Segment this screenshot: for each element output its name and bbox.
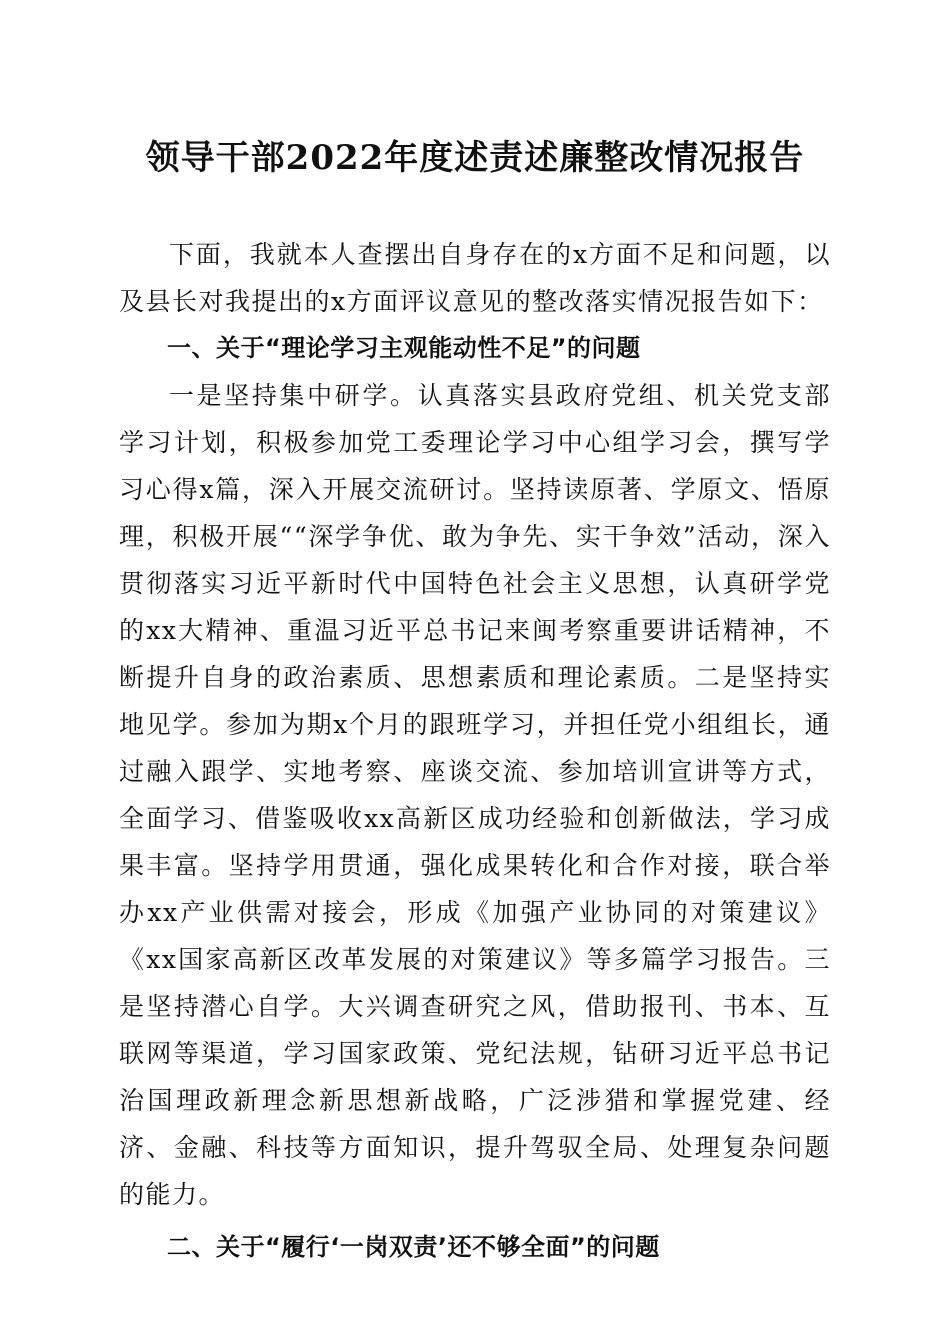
section-2-heading: 二、关于“履行‘一岗双责’还不够全面”的问题 [167, 1233, 660, 1261]
document-body [119, 231, 831, 1271]
section-1-heading: 一、关于“理论学习主观能动性不足”的问题 [167, 334, 641, 362]
document-title: 领导干部2022年度述责述廉整改情况报告 [145, 138, 805, 178]
section-1-paragraph: 一是坚持集中研学。认真落实县政府党组、机关党支部学习计划，积极参加党工委理论学习中心组学习会，撰写学习心得x篇，深入开展交流研讨。坚持读原著、学原文、悟原理，积极开展““深学争优、敢为争先、实干争效”活动，深入贯彻落实习近平新时代中国特色社会主义思想，认真研学党的xx大精神、重温习近平总书记来闽考察重要讲话精神，不断提升自身的政治素质、思想素质和理论素质。二是坚持实地见学。参加为期x个月的跟班学习，并担任党小组组长，通过融入跟学、实地考察、座谈交流、参加培训宣讲等方式，全面学习、借鉴吸收xx高新区成功经验和创新做法，学习成果丰富。坚持学用贯通，强化成果转化和合作对接，联合举办xx产业供需对接会，形成《加强产业协同的对策建议》《xx国家高新区改革发展的对策建议》等多篇学习报告。三是坚持潜心自学。大兴调查研究之风，借助报刊、书本、互联网等渠道，学习国家政策、党纪法规，钻研习近平总书记治国理政新理念新思想新战略，广泛涉猎和掌握党建、经济、金融、科技等方面知识，提升驾驭全局、处理复杂问题的能力。 [119, 381, 831, 1209]
intro-paragraph: 下面，我就本人查摆出自身存在的x方面不足和问题，以及县长对我提出的x方面评议意见的整改落实情况报告如下： [119, 240, 831, 316]
